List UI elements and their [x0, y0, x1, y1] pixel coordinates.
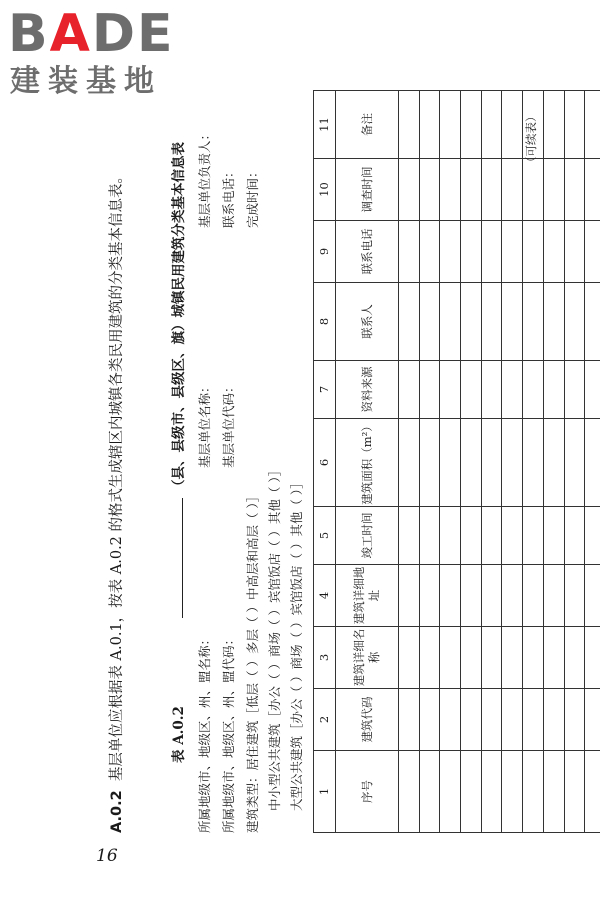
- table-cell: [543, 751, 564, 833]
- table-cell: [481, 159, 502, 221]
- column-header: 建筑代码: [336, 689, 399, 751]
- column-header: 调查时间: [336, 159, 399, 221]
- table-cell: [523, 221, 544, 283]
- table-cell: [502, 419, 523, 507]
- table-cell: [440, 627, 461, 689]
- table-row: [502, 91, 523, 833]
- table-cell: [543, 507, 564, 565]
- column-number: 1: [314, 751, 336, 833]
- column-header: 建筑面积（m²）: [336, 419, 399, 507]
- table-number: 表 A.0.2: [171, 706, 187, 763]
- logo-chinese: 建装基地: [10, 64, 162, 99]
- table-cell: [523, 507, 544, 565]
- meta-phone: 联系电话：: [221, 165, 236, 228]
- column-header: 资料来源: [336, 361, 399, 419]
- table-title: （县、县级市、县级区、旗）城镇民用建筑分类基本信息表: [171, 142, 187, 493]
- table-cell: [399, 91, 420, 159]
- column-number: 2: [314, 689, 336, 751]
- table-cell: [543, 419, 564, 507]
- table-cell: [461, 751, 482, 833]
- table-cell: [564, 689, 585, 751]
- logo-letter-a: A: [49, 4, 92, 64]
- table-cell: [440, 221, 461, 283]
- intro-text: 基层单位应根据表 A.0.1，按表 A.0.2 的格式生成辖区内城镇各类民用建筑的分类基本信息表。: [109, 168, 125, 782]
- table-row: [461, 91, 482, 833]
- table-cell: [419, 565, 440, 627]
- table-cell: [585, 627, 600, 689]
- table-cell: [461, 159, 482, 221]
- table-cell: [461, 689, 482, 751]
- table-cell: [419, 91, 440, 159]
- meta-building-type: 建筑类型：居住建筑［低层（ ）多层（ ）中高层和高层（ ）］: [245, 489, 260, 833]
- table-cell: [585, 159, 600, 221]
- table-row: [543, 91, 564, 833]
- column-number: 7: [314, 361, 336, 419]
- table-cell: [481, 751, 502, 833]
- table-cell: [523, 283, 544, 361]
- clause-number: A.0.2: [109, 790, 125, 833]
- column-header: 备注: [336, 91, 399, 159]
- table-row: [440, 91, 461, 833]
- table-cell: [523, 419, 544, 507]
- table-cell: [543, 627, 564, 689]
- table-cell: [585, 419, 600, 507]
- column-number-row: [314, 91, 336, 833]
- table-cell: [440, 689, 461, 751]
- rotated-page-content: [105, 83, 545, 833]
- table-row: [481, 91, 502, 833]
- table-cell: [440, 361, 461, 419]
- table-cell: [502, 91, 523, 159]
- table-cell: [585, 91, 600, 159]
- table-cell: [461, 91, 482, 159]
- table-cell: [481, 221, 502, 283]
- meta-city-name: 所属地级市、地级区、州、盟名称：: [197, 632, 212, 833]
- table-cell: [419, 689, 440, 751]
- table-cell: [399, 627, 420, 689]
- table-cell: [419, 627, 440, 689]
- table-cell: [502, 221, 523, 283]
- table-cell: [502, 283, 523, 361]
- table-cell: [564, 507, 585, 565]
- table-cell: [564, 221, 585, 283]
- table-cell: [481, 507, 502, 565]
- table-cell: [481, 419, 502, 507]
- meta-unit-name: 基层单位名称：: [197, 380, 212, 468]
- table-cell: [543, 565, 564, 627]
- continuation-note: （可续表）: [524, 110, 538, 168]
- table-cell: [585, 283, 600, 361]
- column-number: 11: [314, 91, 336, 159]
- table-cell: [481, 283, 502, 361]
- table-cell: [543, 283, 564, 361]
- table-cell: [399, 507, 420, 565]
- table-cell: [502, 627, 523, 689]
- table-cell: [502, 159, 523, 221]
- table-cell: [419, 221, 440, 283]
- table-row: [523, 91, 544, 833]
- table-cell: [502, 565, 523, 627]
- column-number: 6: [314, 419, 336, 507]
- table-cell: [461, 221, 482, 283]
- table-cell: [440, 565, 461, 627]
- table-cell: [543, 91, 564, 159]
- column-header: 竣工时间: [336, 507, 399, 565]
- column-number: 3: [314, 627, 336, 689]
- table-cell: [564, 159, 585, 221]
- table-cell: [585, 565, 600, 627]
- table-cell: [564, 627, 585, 689]
- table-cell: [399, 565, 420, 627]
- table-cell: [585, 221, 600, 283]
- table-body: [314, 91, 600, 833]
- meta-completion-time: 完成时间：: [245, 165, 260, 228]
- column-number: 4: [314, 565, 336, 627]
- info-table: [313, 90, 600, 833]
- table-row: [564, 91, 585, 833]
- table-cell: [419, 751, 440, 833]
- table-cell: [481, 361, 502, 419]
- table-cell: [564, 283, 585, 361]
- table-cell: [461, 361, 482, 419]
- meta-unit-code: 基层单位代码：: [221, 380, 236, 468]
- table-cell: [564, 751, 585, 833]
- column-header: 联系电话: [336, 221, 399, 283]
- table-cell: [585, 689, 600, 751]
- table-cell: [585, 507, 600, 565]
- table-cell: [399, 689, 420, 751]
- logo-letter-b: B: [8, 4, 50, 64]
- table-cell: [502, 751, 523, 833]
- column-number: 8: [314, 283, 336, 361]
- column-header: 序号: [336, 751, 399, 833]
- unit-name-blank: [167, 498, 183, 618]
- table-cell: [399, 419, 420, 507]
- table-cell: [543, 689, 564, 751]
- table-cell: [585, 361, 600, 419]
- table-row: [399, 91, 420, 833]
- table-cell: [502, 361, 523, 419]
- table-cell: [481, 91, 502, 159]
- table-cell: [564, 419, 585, 507]
- table-cell: [461, 419, 482, 507]
- table-cell: [440, 159, 461, 221]
- column-header: 建筑详细名称: [336, 627, 399, 689]
- table-cell: [440, 419, 461, 507]
- table-cell: [502, 689, 523, 751]
- table-row: [585, 91, 600, 833]
- logo-wordmark: [8, 6, 178, 62]
- table-cell: [440, 91, 461, 159]
- meta-small-public: 中小型公共建筑［办公（ ）商场（ ）宾馆饭店（ ）其他（ ）］: [267, 463, 282, 811]
- column-header: 建筑详细地址: [336, 565, 399, 627]
- table-cell: [461, 627, 482, 689]
- meta-city-code: 所属地级市、地级区、州、盟代码：: [221, 632, 236, 833]
- meta-unit-head: 基层单位负责人：: [197, 127, 212, 228]
- table-cell: [543, 159, 564, 221]
- table-cell: [543, 361, 564, 419]
- table-cell: [543, 221, 564, 283]
- page-number: 16: [96, 846, 118, 866]
- table-cell: [461, 283, 482, 361]
- column-number: 9: [314, 221, 336, 283]
- header-row: [336, 91, 399, 833]
- table-caption: [167, 83, 189, 833]
- table-cell: [461, 565, 482, 627]
- table-cell: [419, 419, 440, 507]
- table-cell: [419, 361, 440, 419]
- table-cell: [440, 751, 461, 833]
- table-cell: [461, 507, 482, 565]
- table-cell: [523, 565, 544, 627]
- column-number: 5: [314, 507, 336, 565]
- table-cell: [399, 751, 420, 833]
- table-cell: [523, 361, 544, 419]
- table-cell: [585, 751, 600, 833]
- table-row: [419, 91, 440, 833]
- meta-large-public: 大型公共建筑［办公（ ）商场（ ）宾馆饭店（ ）其他（ ）］: [289, 476, 304, 811]
- intro-paragraph: [105, 83, 129, 833]
- table-cell: [523, 689, 544, 751]
- table-cell: [399, 159, 420, 221]
- table-cell: [523, 627, 544, 689]
- table-cell: [419, 159, 440, 221]
- table-cell: [481, 627, 502, 689]
- table-cell: [564, 361, 585, 419]
- table-cell: [481, 565, 502, 627]
- table-cell: [481, 689, 502, 751]
- table-cell: [399, 221, 420, 283]
- table-cell: [419, 507, 440, 565]
- column-number: 10: [314, 159, 336, 221]
- table-cell: [564, 91, 585, 159]
- table-cell: [440, 507, 461, 565]
- table-cell: [399, 283, 420, 361]
- table-cell: [440, 283, 461, 361]
- table-cell: [523, 751, 544, 833]
- table-cell: [502, 507, 523, 565]
- logo-letters-de: DE: [91, 4, 175, 64]
- table-cell: [564, 565, 585, 627]
- table-cell: [399, 361, 420, 419]
- table-cell: [419, 283, 440, 361]
- column-header: 联系人: [336, 283, 399, 361]
